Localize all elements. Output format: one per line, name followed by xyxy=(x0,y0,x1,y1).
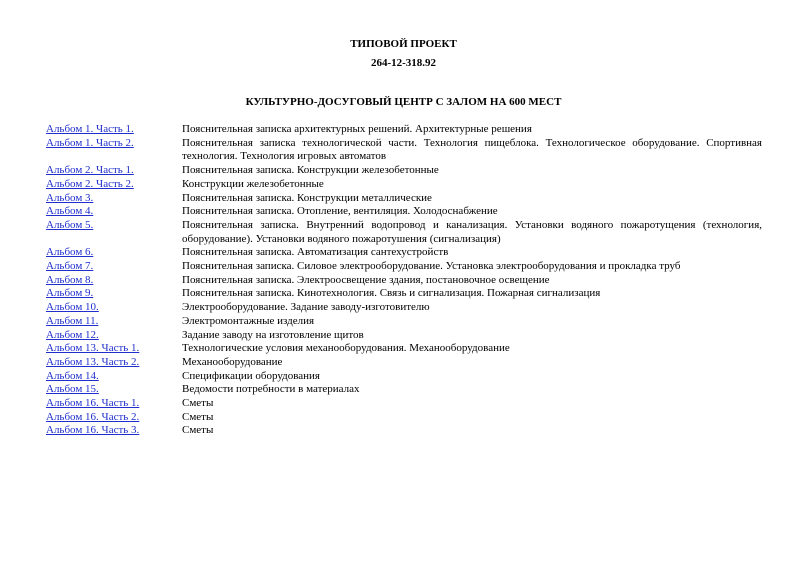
album-row xyxy=(46,219,762,246)
album-description: Пояснительная записка. Кинотехнология. Связь и сигнализация. Пожарная сигнализация xyxy=(182,287,601,300)
album-row xyxy=(46,205,762,219)
album-row xyxy=(46,411,762,425)
album-row xyxy=(46,342,762,356)
album-description: Пояснительная записка. Конструкции металлические xyxy=(182,191,432,204)
album-row xyxy=(46,192,762,206)
album-link[interactable]: Альбом 16. Часть 1. xyxy=(46,397,140,410)
album-link[interactable]: Альбом 10. xyxy=(46,301,99,314)
album-link[interactable]: Альбом 5. xyxy=(46,218,94,231)
album-description: Пояснительная записка. Силовое электрооборудование. Установка электрооборудования и прокладка труб xyxy=(182,260,681,273)
album-description: Технологические условия механооборудования. Механооборудование xyxy=(182,342,510,355)
album-description: Сметы xyxy=(182,410,214,423)
album-row xyxy=(46,356,762,370)
album-description: Сметы xyxy=(182,397,214,410)
album-link[interactable]: Альбом 1. Часть 2. xyxy=(46,136,134,149)
album-row xyxy=(46,301,762,315)
album-row xyxy=(46,246,762,260)
album-description: Спецификации оборудования xyxy=(182,369,320,382)
album-description: Задание заводу на изготовление щитов xyxy=(182,328,364,341)
album-description: Пояснительная записка технологической части. Технология пищеблока. Технологическое оборудование. Спортивная технология. Технология игровых автоматов xyxy=(182,136,762,163)
album-link[interactable]: Альбом 16. Часть 2. xyxy=(46,410,140,423)
album-description: Пояснительная записка архитектурных решений. Архитектурные решения xyxy=(182,123,532,135)
project-type-heading: ТИПОВОЙ ПРОЕКТ xyxy=(350,38,457,50)
album-link[interactable]: Альбом 8. xyxy=(46,273,94,286)
album-row xyxy=(46,260,762,274)
album-row xyxy=(46,397,762,411)
album-link[interactable]: Альбом 13. Часть 2. xyxy=(46,355,140,368)
album-description: Электромонтажные изделия xyxy=(182,314,315,327)
album-description: Механооборудование xyxy=(182,355,283,368)
album-link[interactable]: Альбом 3. xyxy=(46,191,94,204)
album-description: Пояснительная записка. Конструкции железобетонные xyxy=(182,164,439,177)
album-row xyxy=(46,274,762,288)
album-link[interactable]: Альбом 11. xyxy=(46,314,99,327)
album-link[interactable]: Альбом 13. Часть 1. xyxy=(46,342,140,355)
album-description: Конструкции железобетонные xyxy=(182,177,324,190)
album-description: Пояснительная записка. Автоматизация сантехустройств xyxy=(182,246,449,259)
album-link[interactable]: Альбом 9. xyxy=(46,287,94,300)
album-link[interactable]: Альбом 15. xyxy=(46,383,99,396)
album-link[interactable]: Альбом 16. Часть 3. xyxy=(46,424,140,437)
album-link[interactable]: Альбом 4. xyxy=(46,205,94,218)
album-row xyxy=(46,383,762,397)
album-row xyxy=(46,315,762,329)
album-description: Электрооборудование. Задание заводу-изготовителю xyxy=(182,301,430,314)
album-description: Пояснительная записка. Отопление, вентиляция. Холодоснабжение xyxy=(182,205,498,218)
album-row xyxy=(46,370,762,384)
album-row xyxy=(46,137,762,164)
project-code-heading: 264-12-318.92 xyxy=(370,57,437,69)
album-row xyxy=(46,164,762,178)
album-link[interactable]: Альбом 2. Часть 1. xyxy=(46,164,134,177)
album-row xyxy=(46,424,762,438)
album-description: Пояснительная записка. Внутренний водопровод и канализация. Установки водяного пожаротущения (технология, оборудование). Установки водяного пожаротушения (сигнализация) xyxy=(182,218,762,245)
album-link[interactable]: Альбом 14. xyxy=(46,369,99,382)
album-description: Пояснительная записка. Электроосвещение здания, постановочное освещение xyxy=(182,273,550,286)
album-row xyxy=(46,123,762,137)
album-link[interactable]: Альбом 12. xyxy=(46,328,99,341)
album-link[interactable]: Альбом 1. Часть 1. xyxy=(46,123,134,135)
album-row xyxy=(46,329,762,343)
album-row xyxy=(46,287,762,301)
album-description: Сметы xyxy=(182,424,214,437)
album-list xyxy=(46,123,762,438)
album-description: Ведомости потребности в материалах xyxy=(182,383,360,396)
album-link[interactable]: Альбом 7. xyxy=(46,260,94,273)
album-row xyxy=(46,178,762,192)
album-link[interactable]: Альбом 2. Часть 2. xyxy=(46,177,134,190)
project-title-heading: КУЛЬТУРНО-ДОСУГОВЫЙ ЦЕНТР С ЗАЛОМ НА 600 МЕСТ xyxy=(245,96,562,108)
album-link[interactable]: Альбом 6. xyxy=(46,246,94,259)
